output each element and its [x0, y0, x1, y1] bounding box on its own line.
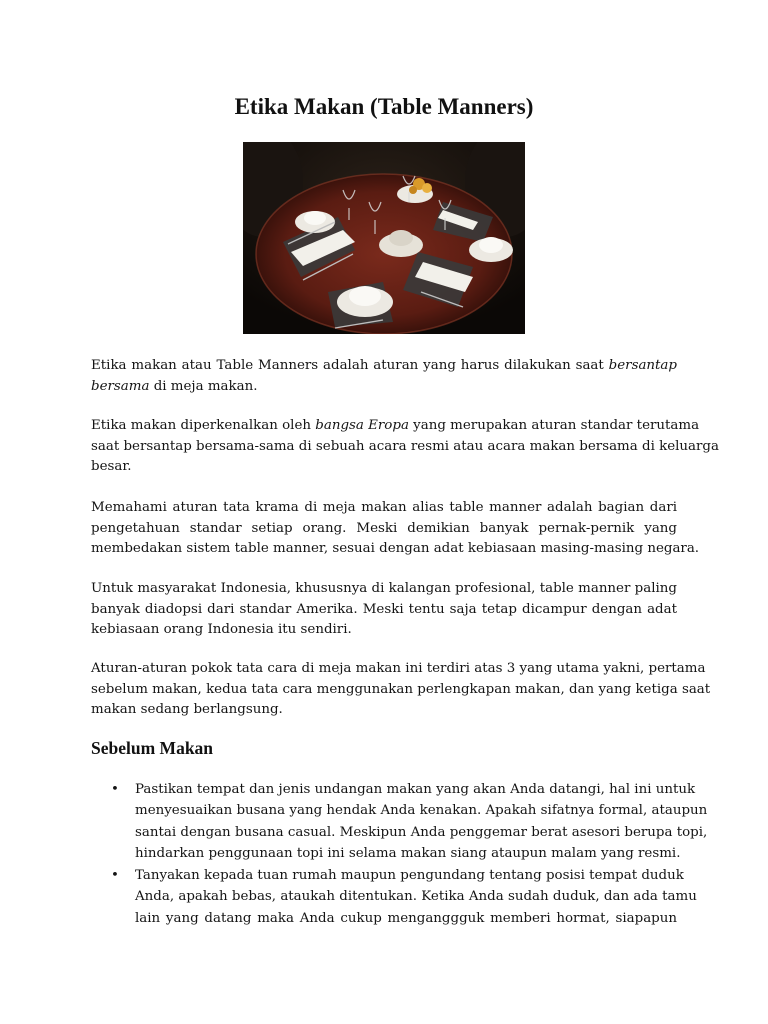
bullet-line: menyesuaikan busana yang hendak Anda kenakan. Apakah sifatnya formal, ataupun	[135, 803, 708, 819]
bullet-item	[91, 779, 708, 864]
paragraph-line: Etika makan diperkenalkan oleh bangsa Eropa yang merupakan aturan standar terutama	[91, 418, 700, 433]
paragraph	[91, 416, 719, 478]
bullet-item	[91, 865, 697, 929]
paragraph-line: Etika makan atau Table Manners adalah aturan yang harus dilakukan saat bersantap	[91, 358, 677, 373]
bullet-line: hindarkan penggunaan topi ini selama makan siang ataupun malam yang resmi.	[135, 845, 681, 861]
paragraph-line: Memahami aturan tata krama di meja makan alias table manner adalah bagian dari	[91, 500, 677, 515]
bullet-line: Anda, apakah bebas, ataukah ditentukan. Ketika Anda sudah duduk, dan ada tamu	[135, 889, 697, 905]
paragraph	[91, 498, 700, 560]
bullet-line: Tanyakan kepada tuan rumah maupun pengundang tentang posisi tempat duduk	[135, 868, 684, 884]
italic-term: bangsa Eropa	[315, 418, 409, 433]
italic-term: bersantap	[608, 358, 677, 373]
paragraph	[91, 579, 677, 641]
paragraph-line: kebiasaan orang Indonesia itu sendiri.	[91, 622, 352, 638]
bullet-icon: •	[111, 868, 119, 884]
bullet-line: Pastikan tempat dan jenis undangan makan yang akan Anda datangi, hal ini untuk	[135, 782, 696, 797]
bullet-list	[91, 779, 708, 930]
paragraph	[91, 659, 711, 721]
paragraph-line: makan sedang berlangsung.	[91, 702, 283, 718]
paragraph-line: bersama di meja makan.	[91, 378, 258, 394]
paragraph-line: membedakan sistem table manner, sesuai dengan adat kebiasaan masing-masing negara.	[91, 541, 700, 557]
paragraph-line: banyak diadopsi dari standar Amerika. Meski tentu saja tetap dicampur dengan adat	[91, 601, 677, 617]
paragraph-line: pengetahuan standar setiap orang. Meski demikian banyak pernak-pernik yang	[91, 520, 677, 536]
dining-table-illustration	[243, 142, 525, 334]
section-heading: Sebelum Makan	[91, 738, 214, 758]
document-title: Etika Makan (Table Manners)	[234, 94, 534, 119]
paragraph	[91, 356, 677, 397]
paragraph-line: besar.	[91, 459, 132, 475]
paragraph-line: Aturan-aturan pokok tata cara di meja makan ini terdiri atas 3 yang utama yakni, pertama	[91, 661, 706, 676]
paragraph-line: sebelum makan, kedua tata cara menggunakan perlengkapan makan, dan yang ketiga saat	[91, 681, 711, 697]
bullet-icon: •	[111, 782, 119, 797]
paragraph-line: saat bersantap bersama-sama di sebuah acara resmi atau acara makan bersama di keluarga	[91, 438, 719, 454]
bullet-line: santai dengan busana casual. Meskipun Anda penggemar berat asesori berupa topi,	[135, 824, 708, 840]
bullet-line: lain yang datang maka Anda cukup menganggguk memberi hormat, siapapun	[135, 910, 677, 926]
dining-table-photo	[243, 142, 525, 334]
paragraph-line: Untuk masyarakat Indonesia, khususnya di kalangan profesional, table manner paling	[91, 581, 677, 596]
italic-term: bersama	[91, 378, 150, 394]
